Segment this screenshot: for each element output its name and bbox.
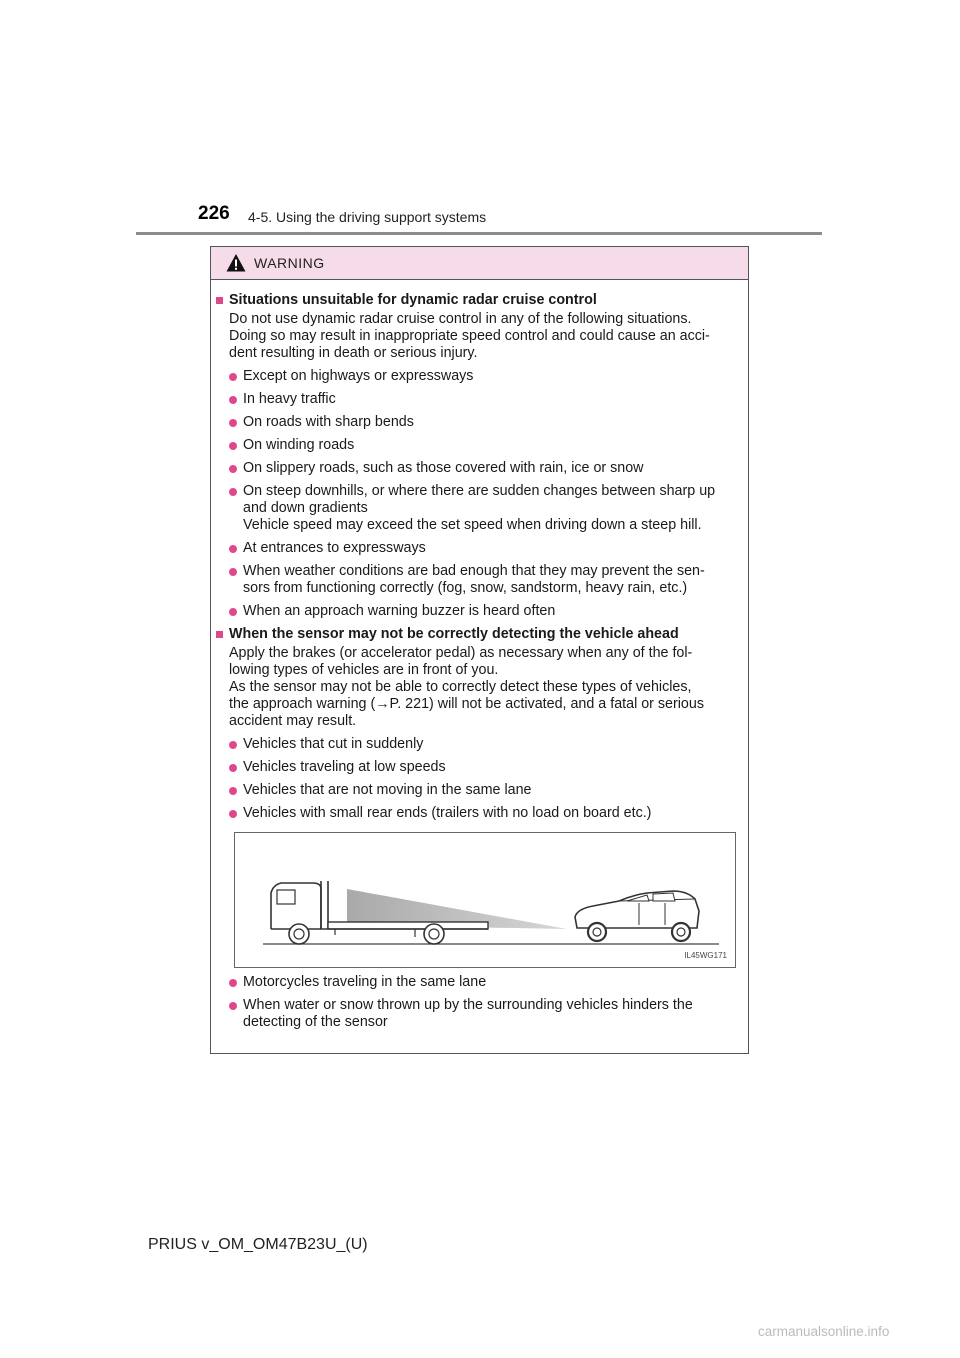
topic-heading-sensor — [216, 626, 740, 643]
paragraph-line: dent resulting in death or serious injury. — [229, 345, 478, 361]
bullet-text — [243, 437, 740, 454]
paragraph-line: Doing so may result in inappropriate speed control and could cause an acci- — [229, 328, 710, 344]
round-bullet-icon — [229, 810, 237, 818]
bullet-item — [229, 391, 740, 408]
paragraph-line: As the sensor may not be able to correctly detect these types of vehicles, — [229, 679, 692, 695]
topic-paragraph — [229, 311, 740, 362]
bullet-item — [229, 540, 740, 557]
bullet-item — [229, 603, 740, 620]
bullet-line: When an approach warning buzzer is heard often — [243, 603, 556, 619]
bullet-text — [243, 540, 740, 557]
bullet-item — [229, 460, 740, 477]
bullet-line: sors from functioning correctly (fog, snow, sandstorm, heavy rain, etc.) — [243, 580, 688, 596]
bullet-line: In heavy traffic — [243, 391, 336, 407]
illustration-figure — [234, 832, 736, 968]
bullet-text — [243, 805, 740, 822]
paragraph-line: accident may result. — [229, 713, 357, 729]
bullet-text — [243, 736, 740, 753]
topic-title: Situations unsuitable for dynamic radar cruise control — [229, 292, 597, 308]
watermark: carmanualsonline.info — [758, 1324, 890, 1339]
round-bullet-icon — [229, 488, 237, 496]
round-bullet-icon — [229, 373, 237, 381]
bullet-item — [229, 563, 740, 597]
bullet-line: At entrances to expressways — [243, 540, 426, 556]
bullet-line: On roads with sharp bends — [243, 414, 414, 430]
paragraph-line: Do not use dynamic radar cruise control in any of the following situations. — [229, 311, 692, 327]
round-bullet-icon — [229, 568, 237, 576]
bullet-list — [216, 974, 740, 1031]
round-bullet-icon — [229, 1002, 237, 1010]
section-title: 4-5. Using the driving support systems — [248, 209, 487, 225]
warning-header — [211, 247, 748, 280]
round-bullet-icon — [229, 465, 237, 473]
bullet-line: On steep downhills, or where there are sudden changes between sharp up — [243, 483, 716, 499]
bullet-line: When weather conditions are bad enough that they may prevent the sen- — [243, 563, 705, 579]
round-bullet-icon — [229, 741, 237, 749]
topic-paragraph — [229, 645, 740, 730]
paragraph-line: lowing types of vehicles are in front of you. — [229, 662, 499, 678]
bullet-line: detecting of the sensor — [243, 1014, 388, 1030]
bullet-item — [229, 782, 740, 799]
topic-heading-unsuitable — [216, 292, 740, 309]
round-bullet-icon — [229, 545, 237, 553]
warning-label: WARNING — [254, 255, 325, 271]
bullet-item — [229, 759, 740, 776]
bullet-item — [229, 368, 740, 385]
paragraph-line: the approach warning (→P. 221) will not be activated, and a fatal or serious — [229, 696, 704, 712]
bullet-list — [216, 368, 740, 620]
paragraph-line: Apply the brakes (or accelerator pedal) as necessary when any of the fol- — [229, 645, 693, 661]
bullet-line: Vehicle speed may exceed the set speed when driving down a steep hill. — [243, 517, 702, 533]
header-rule — [136, 232, 822, 235]
bullet-line: Motorcycles traveling in the same lane — [243, 974, 487, 990]
bullet-line: When water or snow thrown up by the surrounding vehicles hinders the — [243, 997, 693, 1013]
truck-and-car-illustration — [235, 833, 735, 967]
square-bullet-icon — [216, 631, 223, 638]
bullet-item — [229, 437, 740, 454]
bullet-text — [243, 974, 740, 991]
round-bullet-icon — [229, 419, 237, 427]
footer-model-code: PRIUS v_OM_OM47B23U_(U) — [148, 1236, 368, 1253]
bullet-line: Vehicles that cut in suddenly — [243, 736, 424, 752]
bullet-item — [229, 736, 740, 753]
square-bullet-icon — [216, 297, 223, 304]
bullet-line: Except on highways or expressways — [243, 368, 474, 384]
bullet-item — [229, 805, 740, 822]
figure-code: IL45WG171 — [684, 951, 727, 960]
round-bullet-icon — [229, 764, 237, 772]
bullet-text — [243, 414, 740, 431]
bullet-line: and down gradients — [243, 500, 368, 516]
bullet-line: Vehicles traveling at low speeds — [243, 759, 446, 775]
bullet-text — [243, 391, 740, 408]
bullet-text — [243, 997, 740, 1031]
bullet-text — [243, 483, 740, 534]
warning-triangle-icon — [226, 253, 246, 273]
bullet-text — [243, 782, 740, 799]
round-bullet-icon — [229, 608, 237, 616]
bullet-text — [243, 460, 740, 477]
bullet-item — [229, 997, 740, 1031]
bullet-text — [243, 759, 740, 776]
bullet-line: Vehicles with small rear ends (trailers with no load on board etc.) — [243, 805, 652, 821]
bullet-text — [243, 563, 740, 597]
round-bullet-icon — [229, 396, 237, 404]
bullet-text — [243, 368, 740, 385]
bullet-line: Vehicles that are not moving in the same lane — [243, 782, 532, 798]
bullet-item — [229, 414, 740, 431]
bullet-line: On winding roads — [243, 437, 355, 453]
bullet-text — [243, 603, 740, 620]
bullet-line: On slippery roads, such as those covered with rain, ice or snow — [243, 460, 644, 476]
topic-title: When the sensor may not be correctly detecting the vehicle ahead — [229, 626, 679, 642]
round-bullet-icon — [229, 979, 237, 987]
round-bullet-icon — [229, 442, 237, 450]
warning-box — [210, 246, 749, 1054]
page-number: 226 — [198, 203, 230, 224]
round-bullet-icon — [229, 787, 237, 795]
warning-content — [211, 280, 748, 1031]
bullet-item — [229, 483, 740, 534]
bullet-list — [216, 736, 740, 822]
bullet-item — [229, 974, 740, 991]
